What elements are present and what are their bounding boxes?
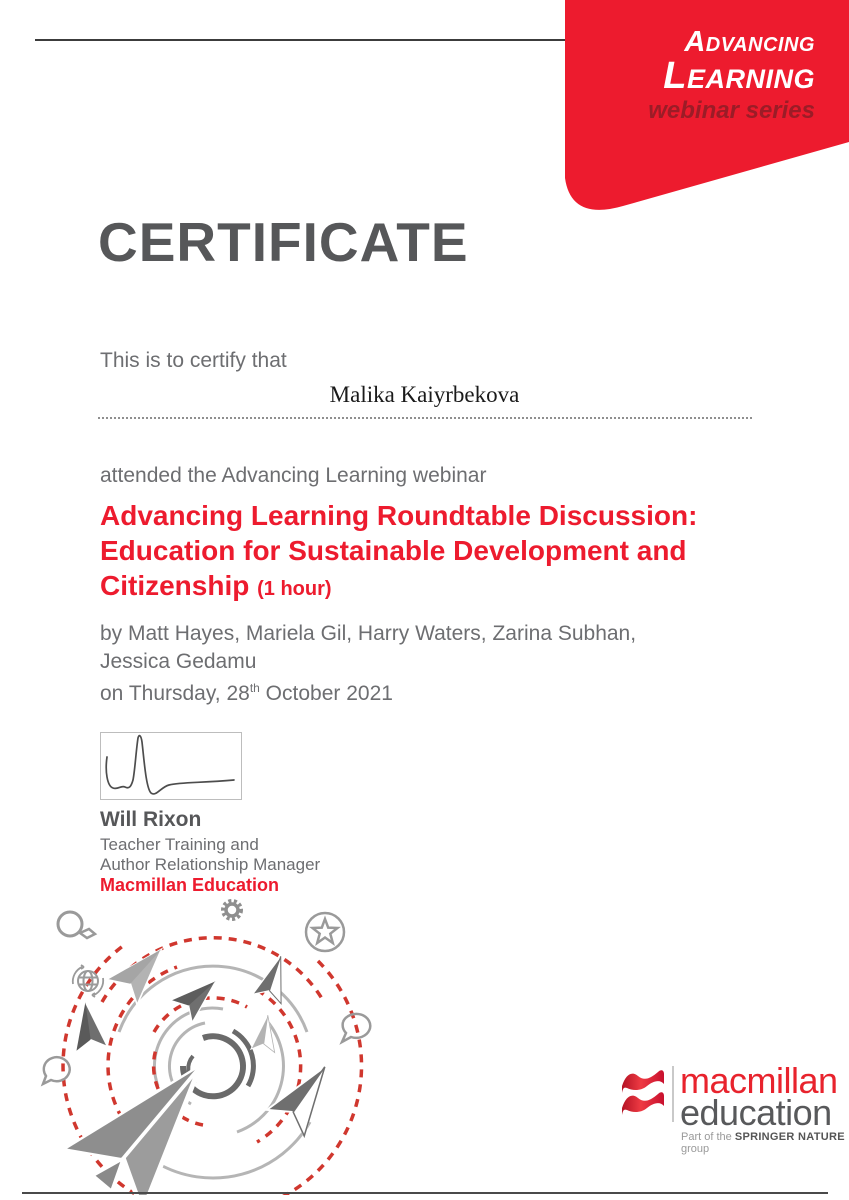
- webinar-title-line3-text: Citizenship: [100, 570, 258, 601]
- webinar-title-line1: Advancing Learning Roundtable Discussion:: [100, 500, 698, 531]
- certificate-title: CERTIFICATE: [98, 211, 469, 273]
- signatory-name: Will Rixon: [100, 808, 202, 831]
- name-dotted-line: [98, 417, 752, 419]
- attended-text: attended the Advancing Learning webinar: [100, 464, 487, 487]
- badge-webinar-series-label: webinar series: [648, 97, 815, 124]
- webinar-duration: (1 hour): [257, 578, 332, 600]
- advancing-learning-badge: [565, 0, 849, 228]
- signatory-role-line1: Teacher Training and: [100, 835, 259, 854]
- webinar-title-line3: [100, 568, 697, 607]
- tagline-springer-nature: SPRINGER NATURE: [734, 1131, 845, 1143]
- date-ordinal: th: [249, 681, 260, 695]
- date-suffix: October 2021: [259, 682, 393, 705]
- speech-bubble-icon: [43, 1057, 70, 1084]
- signature-box: [100, 732, 242, 800]
- signature-image: [101, 733, 239, 797]
- tagline-prefix: Part of the: [681, 1131, 735, 1143]
- logo-brand-macmillan: macmillan: [680, 1060, 838, 1101]
- logo-divider: [672, 1066, 674, 1122]
- webinar-title-line2: Education for Sustainable Development and: [100, 535, 687, 566]
- signatory-role-line2: Author Relationship Manager: [100, 855, 321, 874]
- logo-tagline: [681, 1131, 849, 1155]
- macmillan-logo-icon: [620, 1068, 666, 1122]
- webinar-date: [100, 681, 393, 706]
- magnifier-icon: [58, 912, 95, 938]
- badge-advancing-label: Advancing: [684, 26, 815, 58]
- presenters-line1: by Matt Hayes, Mariela Gil, Harry Waters, Zarina Subhan,: [100, 622, 637, 645]
- bottom-divider-line: [22, 1192, 828, 1194]
- recipient-name: Malika Kaiyrbekova: [329, 382, 520, 407]
- logo-brand-education: education: [680, 1092, 832, 1133]
- presenters-line2: Jessica Gedamu: [100, 650, 257, 673]
- star-badge-icon: [306, 913, 344, 951]
- webinar-title: [100, 498, 697, 607]
- gear-icon: [223, 901, 241, 919]
- badge-learning-label: Learning: [663, 55, 815, 97]
- tagline-suffix: group: [681, 1143, 710, 1155]
- decorative-illustration: [25, 888, 385, 1195]
- top-divider-line: [35, 39, 566, 41]
- certify-text: This is to certify that: [100, 349, 287, 372]
- signatory-organization: Macmillan Education: [100, 875, 280, 895]
- date-prefix: on Thursday, 28: [100, 682, 250, 705]
